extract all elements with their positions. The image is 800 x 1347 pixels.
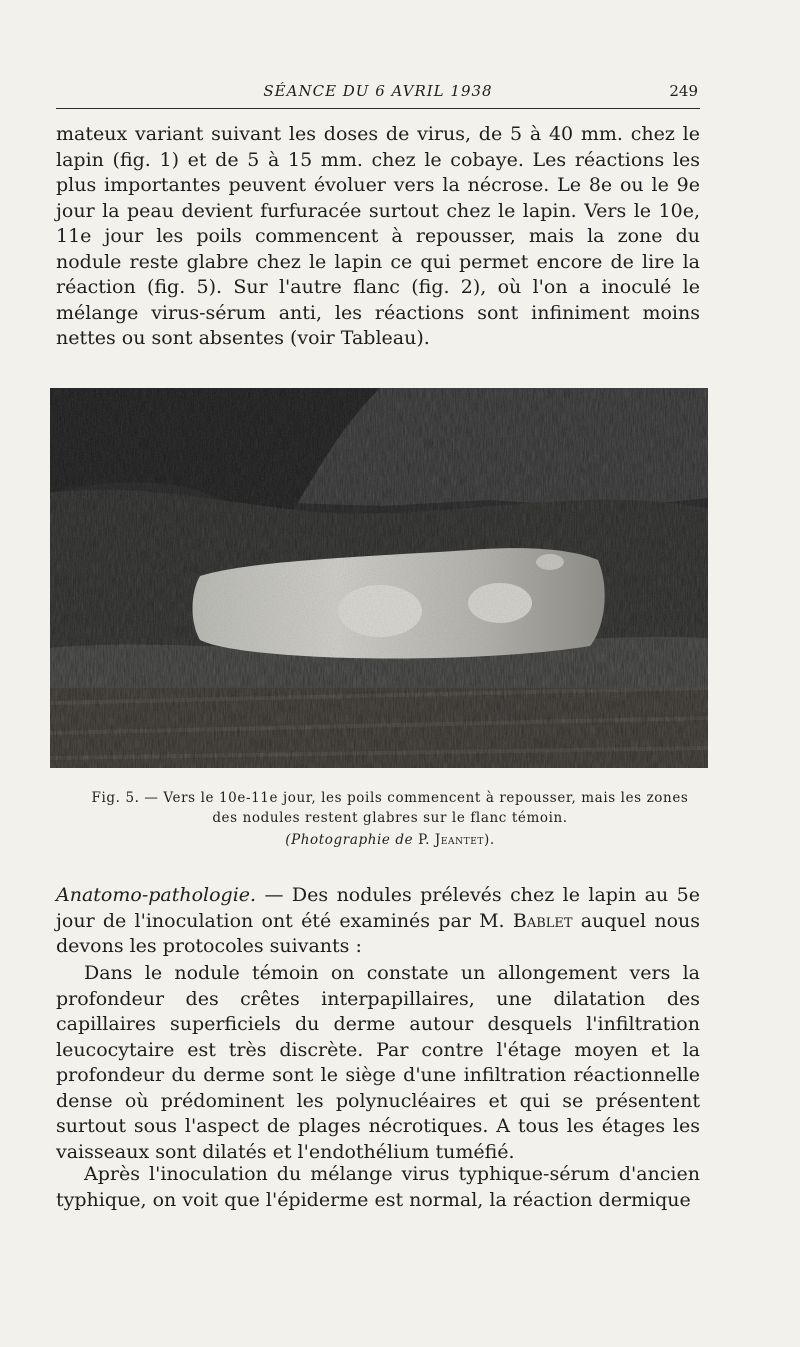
figure-caption: Fig. 5. — Vers le 10e-11e jour, les poils commencent à repousser, mais les zones des nodules restent glabres sur le flanc témoin. (91, 790, 689, 826)
rabbit-flank-photo (50, 388, 708, 768)
photographer-name: P. Jeantet (418, 832, 485, 848)
section-heading: Anatomo-pathologie. (56, 884, 257, 906)
running-head: SÉANCE DU 6 AVRIL 1938 (263, 82, 493, 100)
figure-photograph (50, 388, 708, 768)
paragraph-text: — Des nodules prélevés chez le lapin au 5e jour de l'inoculation ont été examinés par M. (56, 884, 700, 932)
credit-suffix: ). (484, 832, 495, 848)
page-number: 249 (669, 82, 698, 100)
paragraph-nodule-temoin: Dans le nodule témoin on constate un allongement vers la profondeur des crêtes interpapillaires, une dilatation des capillaires superficiels du derme autour desquels l'infiltration leucocytaire est très discrète. Par contre l'étage moyen et la profondeur du derme sont le siège d'une infiltration réactionnelle dense où prédominent les polynucléaires et qui se présentent surtout sous l'aspect de plages nécrotiques. A tous les étages les vaisseaux sont dilatés et l'endothélium tuméfié. (56, 962, 700, 1163)
credit-prefix: (Photographie de (285, 832, 419, 848)
paragraph-anatomo-pathologie (56, 883, 700, 960)
author-name: Bablet (512, 909, 573, 932)
page-header (56, 80, 700, 109)
paragraph-melange: Après l'inoculation du mélange virus typhique-sérum d'ancien typhique, on voit que l'épiderme est normal, la réaction dermique (56, 1163, 700, 1211)
paragraph-intro: mateux variant suivant les doses de virus, de 5 à 40 mm. chez le lapin (fig. 1) et de 5 à 15 mm. chez le cobaye. Les réactions les plus importantes peuvent évoluer vers la nécrose. Le 8e ou le 9e jour la peau devient furfuracée surtout chez le lapin. Vers le 10e, 11e jour les poils commencent à repousser, mais la zone du nodule reste glabre chez le lapin ce qui permet encore de lire la réaction (fig. 5). Sur l'autre flanc (fig. 2), où l'on a inoculé le mélange virus-sérum anti, les réactions sont infiniment moins nettes ou sont absentes (voir Tableau). (56, 123, 700, 349)
paragraph-text-end: auquel nous devons les protocoles suivants : (56, 909, 700, 957)
photo-credit (80, 830, 700, 850)
